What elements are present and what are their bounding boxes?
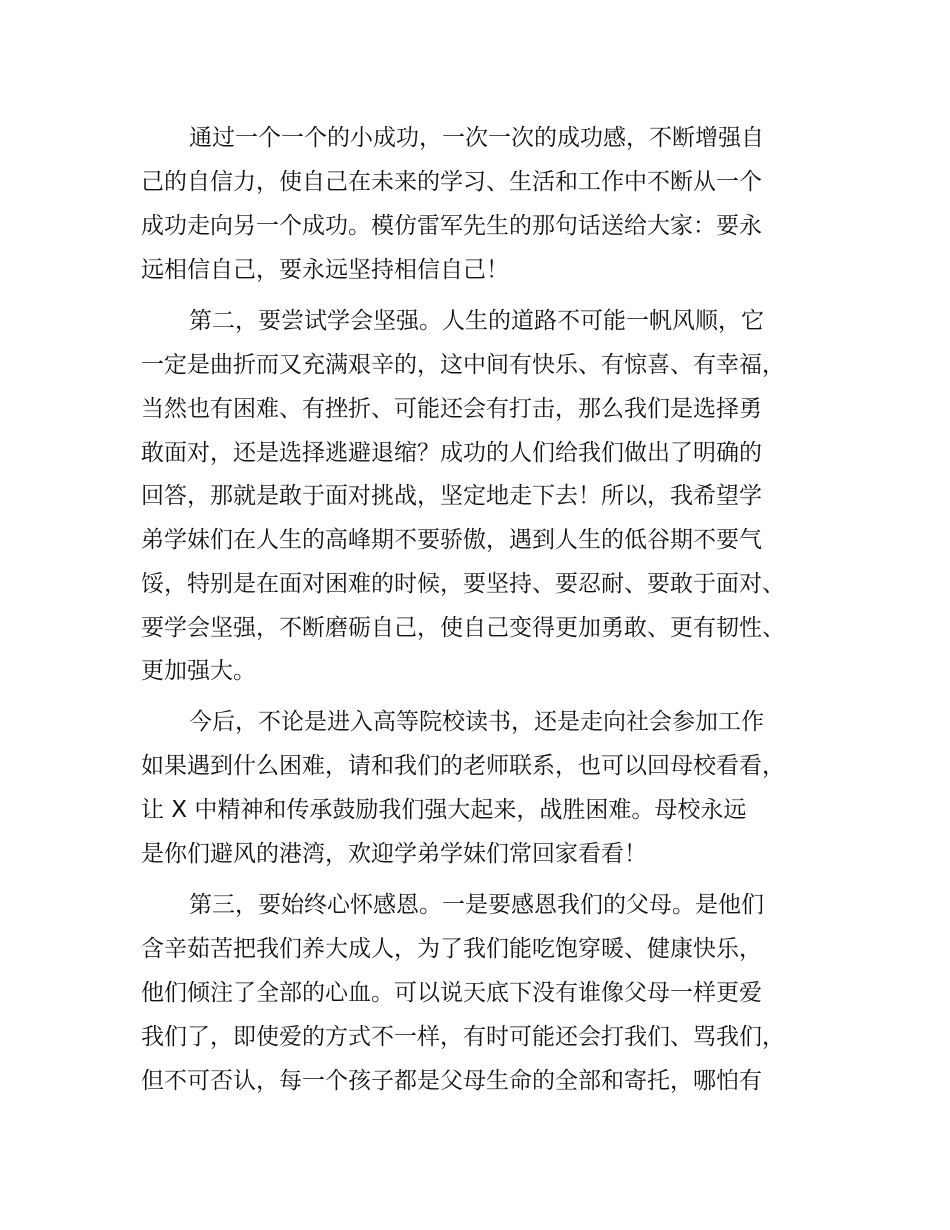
text-line: 今后，不论是进入高等院校读书，还是走向社会参加工作 (189, 709, 764, 735)
text-line: 但不可否认，每一个孩子都是父母生命的全部和寄托，哪怕有 (141, 1068, 762, 1094)
text-line: 第三，要始终心怀感恩。一是要感恩我们的父母。是他们 (189, 892, 764, 918)
text-line: 弟学妹们在人生的高峰期不要骄傲，遇到人生的低谷期不要气 (141, 527, 762, 553)
text-line: 当然也有困难、有挫折、可能还会有打击，那么我们是选择勇 (141, 396, 762, 422)
text-line: 是你们避风的港湾，欢迎学弟学妹们常回家看看！ (141, 841, 647, 867)
text-line: 己的自信力，使自己在未来的学习、生活和工作中不断从一个 (141, 169, 762, 195)
text-line: 一定是曲折而又充满艰辛的，这中间有快乐、有惊喜、有幸福， (141, 352, 785, 378)
text-line: 敢面对，还是选择逃避退缩？成功的人们给我们做出了明确的 (141, 440, 762, 466)
text-line: 要学会坚强，不断磨砺自己，使自己变得更加勇敢、更有韧性、 (141, 615, 785, 641)
text-line: 通过一个一个的小成功，一次一次的成功感，不断增强自 (189, 125, 764, 151)
text-line: 第二，要尝试学会坚强。人生的道路不可能一帆风顺，它 (189, 308, 764, 334)
text-line: 成功走向另一个成功。模仿雷军先生的那句话送给大家：要永 (141, 213, 762, 239)
text-line: 如果遇到什么困难，请和我们的老师联系，也可以回母校看看， (141, 753, 785, 779)
text-line: 我们了，即使爱的方式不一样，有时可能还会打我们、骂我们， (141, 1024, 785, 1050)
text-line: 让 X 中精神和传承鼓励我们强大起来，战胜困难。母校永远 (141, 797, 747, 823)
text-line: 他们倾注了全部的心血。可以说天底下没有谁像父母一样更爱 (141, 980, 762, 1006)
text-line: 远相信自己，要永远坚持相信自己！ (141, 257, 509, 283)
text-line: 馁，特别是在面对困难的时候，要坚持、要忍耐、要敢于面对、 (141, 571, 785, 597)
text-line: 含辛茹苦把我们养大成人，为了我们能吃饱穿暖、健康快乐， (141, 936, 762, 962)
text-line: 回答，那就是敢于面对挑战，坚定地走下去！所以，我希望学 (141, 483, 762, 509)
text-line: 更加强大。 (141, 658, 256, 684)
